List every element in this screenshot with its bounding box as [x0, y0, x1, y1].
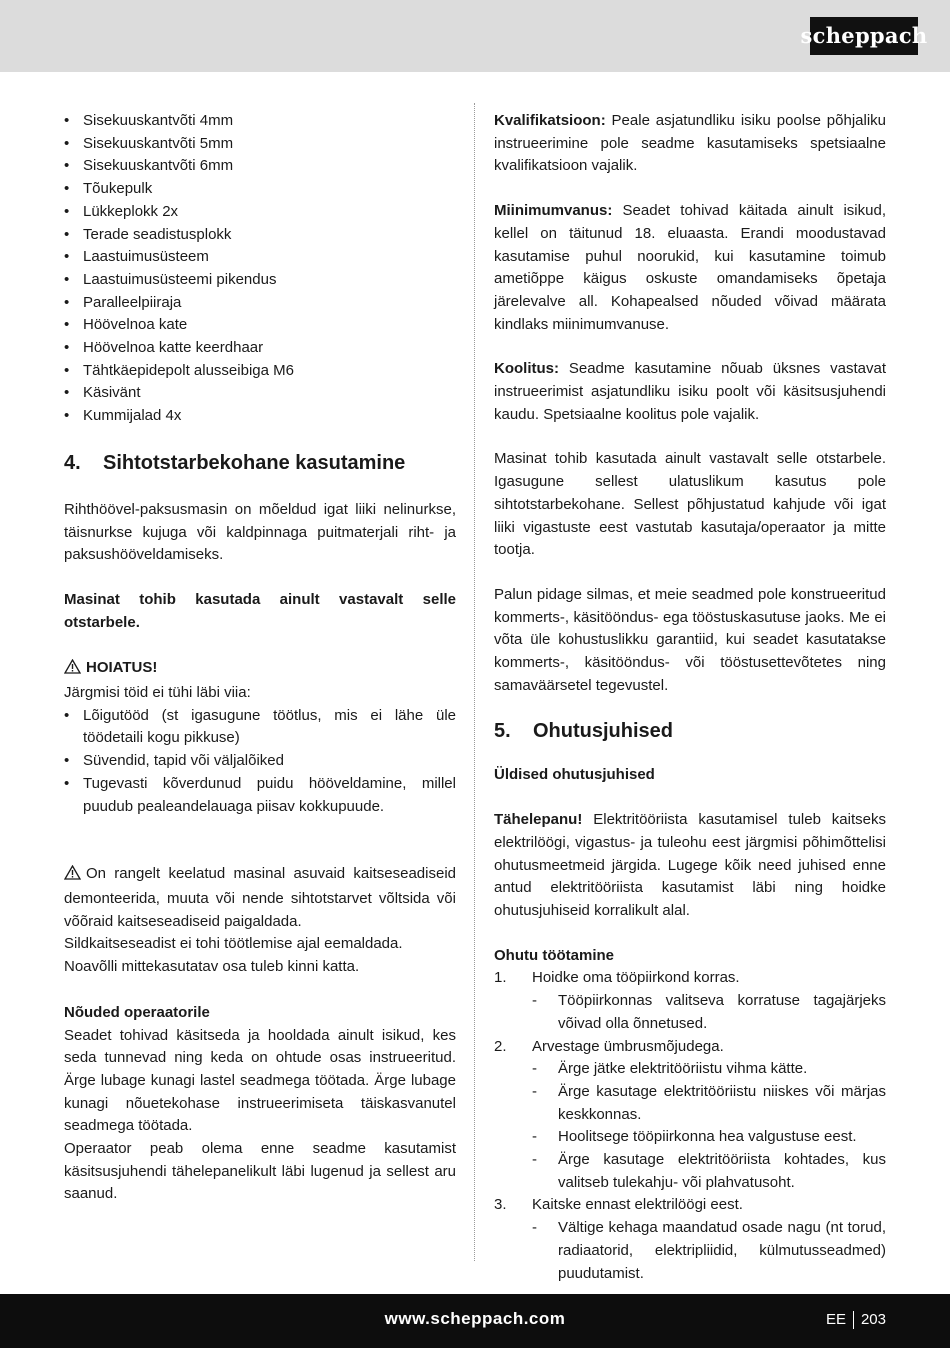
guard-line: Sildkaitseseadist ei tohi töötlemise ajal eemaldada.	[64, 935, 403, 953]
list-item: • Tõukepulk	[64, 178, 456, 201]
column-divider	[474, 103, 475, 1261]
list-item: • Sisekuuskantvõti 4mm	[64, 110, 456, 133]
page-number: 203	[860, 1311, 886, 1328]
section-5-heading	[494, 717, 886, 745]
general-safety-title: Üldised ohutusjuhised	[494, 766, 655, 784]
warning-triangle-icon	[64, 659, 81, 682]
prohibited-work-list	[64, 705, 456, 819]
operator-requirements	[64, 1002, 456, 1206]
list-item: • Tugevasti kõverdunud puidu hööveldamine, millel puudub pealeandelauaga piisav kokkupuude.	[64, 773, 456, 818]
page-footer	[0, 1294, 950, 1348]
operator-paragraph-1: Seadet tohivad käsitseda ja hooldada ainult isikud, kes seda tunnevad ning keda on ohtude osas instrueeritud. Ärge lubage kunagi lastel seadmega töötada. Ärge lubage kunagi nõuetekohase instrueerimiseta täiskasvanutel seadmega töötada.	[64, 1026, 456, 1135]
website-link[interactable]: www.scheppach.com	[384, 1309, 566, 1328]
left-column	[64, 110, 456, 1206]
training-paragraph: Koolitus: Seadme kasutamine nõuab üksnes vastavat instrueerimist asjatundliku isiku poolt või käsitsusjuhendi kaudu. Spetsiaalne koolitus pole vajalik.	[494, 360, 886, 423]
list-item: • Lükkeplokk 2x	[64, 201, 456, 224]
section-number: 5.	[494, 720, 511, 743]
section-title: Sihtotstarbekohane kasutamine	[103, 451, 406, 474]
numbered-item: 2. Arvestage ümbrusmõjudega.	[494, 1037, 724, 1055]
section-4-heading	[64, 449, 456, 477]
warning-block	[64, 657, 456, 818]
safe-work-list	[494, 967, 886, 1285]
bold-note: Masinat tohib kasutada ainult vastavalt selle otstarbele.	[64, 590, 456, 631]
min-age-paragraph: Miinimumvanus: Seadet tohivad käitada ainult isikud, kellel on täitunud 18. eluaasta. Erandi moodustavad kasutamise puhul noorukid, kui kasutamine toimub ametiõppe käigus oskuste omandamiseks õpetaja järelevalve all. Kohapealsed nõuded võivad määrata kindlaks miinimumvanuse.	[494, 202, 886, 333]
shaft-line: Noavõlli mittekasutatav osa tuleb kinni katta.	[64, 958, 360, 976]
attention-paragraph: Tähelepanu! Elektritööriista kasutamisel tuleb kaitseks elektrilöögi, vigastus- ja tuleohu eest järgmisi põhimõttelisi ohutusmeetmeid järgida. Lugege kõik need juhised enne antud elektritööriista kasutamist läbi ning hoidke ohutusjuhiseid korralikult alal.	[494, 811, 886, 919]
delivery-scope-list	[64, 110, 456, 428]
footer-separator	[853, 1311, 854, 1329]
list-item: • Tähtkäepidepolt alusseibiga M6	[64, 360, 456, 383]
commercial-use-paragraph: Palun pidage silmas, et meie seadmed pole konstrueeritud kommerts-, käsitööndus- ega tööstuskasutuse jaoks. Me ei võta üle kohustuslikku garantiid, kui seadet kasutatakse kommerts-, käsitööndus- või tööstusettevõtetes ning samaväärsetel tegevustel.	[494, 585, 886, 694]
list-item: • Süvendid, tapid või väljalõiked	[64, 750, 456, 773]
list-item: • Lõigutööd (st igasugune töötlus, mis ei lähe üle töödetaili kogu pikkuse)	[64, 705, 456, 750]
section-title: Ohutusjuhised	[533, 720, 673, 743]
list-item: • Käsivänt	[64, 382, 456, 405]
numbered-item: 1. Hoidke oma tööpiirkond korras.	[494, 969, 740, 987]
page-indicator	[826, 1309, 886, 1332]
scheppach-logo: scheppach	[810, 17, 918, 55]
list-item: • Sisekuuskantvõti 6mm	[64, 155, 456, 178]
list-item: • Laastuimusüsteem	[64, 246, 456, 269]
sub-item: - Ärge jätke elektritööriistu vihma kätte.	[532, 1060, 808, 1078]
list-item: • Sisekuuskantvõti 5mm	[64, 133, 456, 156]
operator-paragraph-2: Operaator peab olema enne seadme kasutamist käsitsusjuhendi tähelepanelikult läbi lugenud ja sellest aru saanud.	[64, 1140, 456, 1203]
operator-title: Nõuded operaatorile	[64, 1003, 210, 1021]
list-item: • Paralleelpiiraja	[64, 292, 456, 315]
page-header	[0, 0, 950, 72]
right-column	[494, 110, 886, 1285]
list-item: • Höövelnoa kate	[64, 314, 456, 337]
language-code: EE	[825, 1311, 846, 1328]
intended-use-paragraph: Rihthöövel-paksusmasin on mõeldud igat liiki nelinurkse, täisnurkse kujuga või kaldpinnaga puitmaterjali riht- ja paksushööveldamiseks.	[64, 500, 456, 564]
sub-item: - Ärge kasutage elektritööriista kohtades, kus valitseb tulekahju- või plahvatusoht.	[532, 1151, 886, 1191]
prohibition-block	[64, 863, 456, 979]
warning-heading: HOIATUS!	[64, 657, 456, 682]
list-item: • Kummijalad 4x	[64, 405, 456, 428]
sub-item: - Vältige kehaga maandatud osade nagu (nt torud, radiaatorid, elektripliidid, külmutusseadmed) puudutamist.	[532, 1219, 886, 1282]
sub-item: - Ärge kasutage elektritööriistu niiskes või märjas keskkonnas.	[532, 1082, 886, 1123]
warning-triangle-icon	[64, 865, 81, 888]
sub-item: - Tööpiirkonnas valitseva korratuse tagajärjeks võivad olla õnnetused.	[532, 992, 886, 1032]
safe-work-title: Ohutu töötamine	[494, 946, 614, 964]
warning-lead: Järgmisi töid ei tühi läbi viia:	[64, 684, 251, 702]
list-item: • Höövelnoa katte keerdhaar	[64, 337, 456, 360]
prohibition-text: On rangelt keelatud masinal asuvaid kaitseseadiseid demonteerida, muuta või nende sihtotstarvet võltsida või võõraid kaitseseadiseid paigaldada.	[64, 865, 456, 930]
numbered-item: 3. Kaitske ennast elektrilöögi eest.	[494, 1196, 743, 1214]
qualification-paragraph: Kvalifikatsioon: Peale asjatundliku isiku poolse põhjaliku instrueerimine pole seadme kasutamiseks spetsiaalne kvalifikatsioon vajalik.	[494, 112, 886, 175]
sub-item: - Hoolitsege tööpiirkonna hea valgustuse eest.	[532, 1128, 857, 1146]
list-item: • Terade seadistusplokk	[64, 224, 456, 247]
intended-use-right-paragraph: Masinat tohib kasutada ainult vastavalt selle otstarbele. Igasugune sellest ulatuslikum kasutus pole sihtotstarbekohane. Sellest põhjustatud kahjude või igat liiki vigastuste eest vastutab kasutaja/operaator ja mitte tootja.	[494, 450, 886, 559]
section-number: 4.	[64, 451, 81, 474]
list-item: • Laastuimusüsteemi pikendus	[64, 269, 456, 292]
